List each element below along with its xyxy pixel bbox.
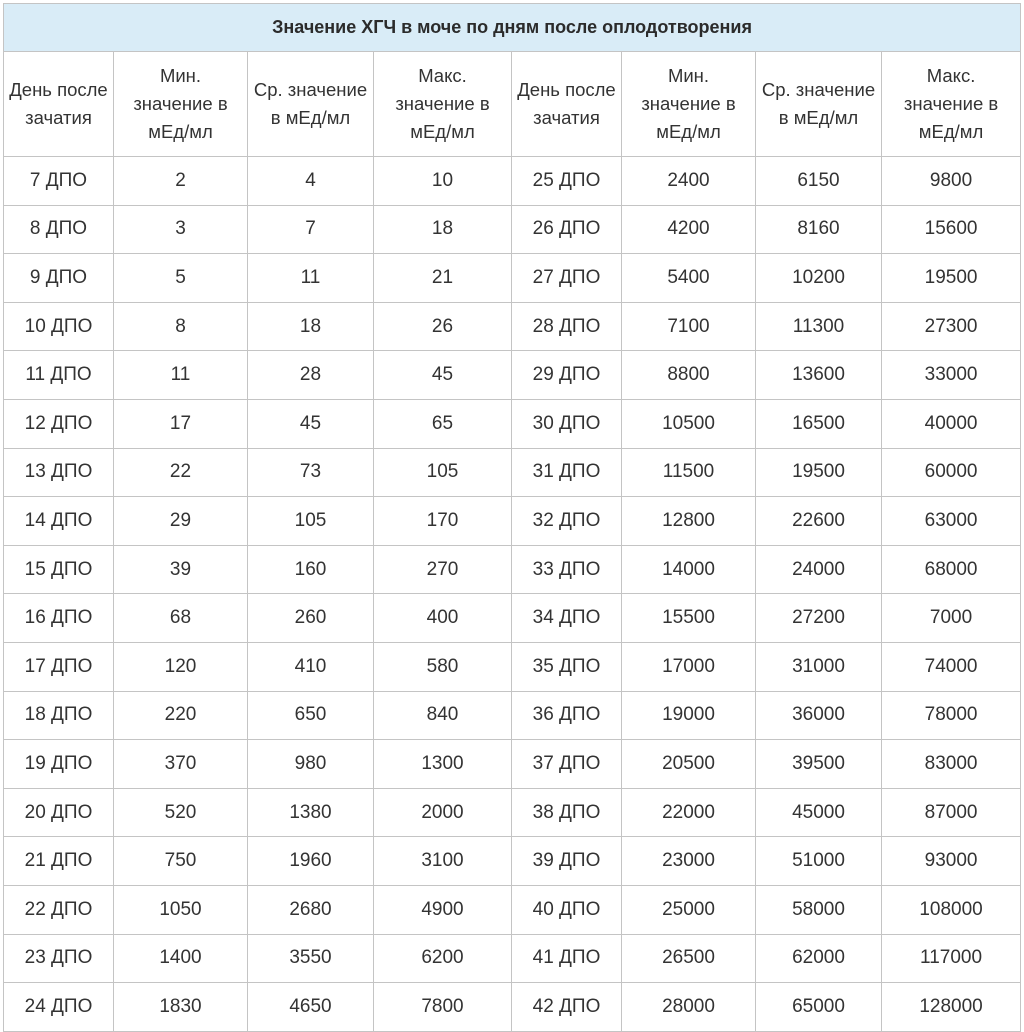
cell-day-right: 27 ДПО: [512, 254, 622, 303]
table-row: [4, 351, 1021, 400]
cell-min-left: 5: [114, 254, 248, 303]
table-row: [4, 545, 1021, 594]
cell-avg-right: 36000: [756, 691, 882, 740]
cell-day-left: 12 ДПО: [4, 399, 114, 448]
header-day-right: День после зачатия: [512, 52, 622, 157]
cell-min-right: 20500: [622, 740, 756, 789]
cell-max-right: 87000: [882, 788, 1021, 837]
table-row: [4, 157, 1021, 206]
cell-min-right: 14000: [622, 545, 756, 594]
cell-day-right: 30 ДПО: [512, 399, 622, 448]
cell-avg-left: 2680: [248, 885, 374, 934]
cell-max-right: 60000: [882, 448, 1021, 497]
cell-min-left: 1050: [114, 885, 248, 934]
cell-min-right: 15500: [622, 594, 756, 643]
cell-min-left: 1400: [114, 934, 248, 983]
table-header-row: [4, 52, 1021, 157]
table-row: [4, 788, 1021, 837]
cell-max-left: 18: [374, 205, 512, 254]
cell-avg-left: 18: [248, 302, 374, 351]
cell-day-right: 33 ДПО: [512, 545, 622, 594]
cell-min-right: 12800: [622, 497, 756, 546]
cell-min-left: 8: [114, 302, 248, 351]
cell-min-right: 28000: [622, 983, 756, 1032]
cell-avg-left: 11: [248, 254, 374, 303]
cell-min-right: 22000: [622, 788, 756, 837]
cell-avg-left: 28: [248, 351, 374, 400]
header-min-right: Мин. значение в мЕд/мл: [622, 52, 756, 157]
cell-min-left: 39: [114, 545, 248, 594]
cell-avg-left: 1380: [248, 788, 374, 837]
cell-max-right: 15600: [882, 205, 1021, 254]
cell-max-left: 6200: [374, 934, 512, 983]
cell-day-right: 41 ДПО: [512, 934, 622, 983]
cell-avg-right: 22600: [756, 497, 882, 546]
cell-avg-right: 62000: [756, 934, 882, 983]
cell-max-left: 45: [374, 351, 512, 400]
cell-day-left: 10 ДПО: [4, 302, 114, 351]
table-row: [4, 399, 1021, 448]
table-row: [4, 302, 1021, 351]
cell-day-left: 20 ДПО: [4, 788, 114, 837]
cell-day-right: 35 ДПО: [512, 642, 622, 691]
cell-max-left: 4900: [374, 885, 512, 934]
header-max-left: Макс. значение в мЕд/мл: [374, 52, 512, 157]
cell-avg-left: 45: [248, 399, 374, 448]
table-title: Значение ХГЧ в моче по дням после оплодотворения: [4, 4, 1021, 52]
cell-avg-left: 105: [248, 497, 374, 546]
table-row: [4, 594, 1021, 643]
cell-day-left: 14 ДПО: [4, 497, 114, 546]
cell-day-right: 29 ДПО: [512, 351, 622, 400]
cell-day-left: 23 ДПО: [4, 934, 114, 983]
cell-avg-right: 19500: [756, 448, 882, 497]
cell-max-left: 840: [374, 691, 512, 740]
cell-day-right: 39 ДПО: [512, 837, 622, 886]
cell-min-left: 17: [114, 399, 248, 448]
cell-day-left: 22 ДПО: [4, 885, 114, 934]
cell-day-right: 26 ДПО: [512, 205, 622, 254]
cell-day-left: 15 ДПО: [4, 545, 114, 594]
cell-min-right: 2400: [622, 157, 756, 206]
cell-avg-right: 51000: [756, 837, 882, 886]
cell-min-right: 23000: [622, 837, 756, 886]
cell-day-left: 18 ДПО: [4, 691, 114, 740]
cell-avg-left: 4650: [248, 983, 374, 1032]
cell-day-right: 37 ДПО: [512, 740, 622, 789]
cell-day-left: 9 ДПО: [4, 254, 114, 303]
cell-min-left: 1830: [114, 983, 248, 1032]
cell-max-left: 21: [374, 254, 512, 303]
table-row: [4, 642, 1021, 691]
cell-min-left: 11: [114, 351, 248, 400]
table-row: [4, 691, 1021, 740]
cell-day-right: 31 ДПО: [512, 448, 622, 497]
cell-max-right: 7000: [882, 594, 1021, 643]
table-row: [4, 740, 1021, 789]
header-avg-left: Ср. значение в мЕд/мл: [248, 52, 374, 157]
cell-avg-right: 27200: [756, 594, 882, 643]
hcg-table-container: [3, 3, 1020, 1032]
cell-min-right: 8800: [622, 351, 756, 400]
cell-day-left: 24 ДПО: [4, 983, 114, 1032]
table-row: [4, 205, 1021, 254]
cell-max-right: 108000: [882, 885, 1021, 934]
header-avg-right: Ср. значение в мЕд/мл: [756, 52, 882, 157]
cell-max-right: 93000: [882, 837, 1021, 886]
cell-max-left: 580: [374, 642, 512, 691]
cell-max-right: 19500: [882, 254, 1021, 303]
cell-max-left: 105: [374, 448, 512, 497]
cell-min-right: 11500: [622, 448, 756, 497]
cell-avg-right: 45000: [756, 788, 882, 837]
cell-avg-right: 24000: [756, 545, 882, 594]
cell-avg-left: 3550: [248, 934, 374, 983]
cell-max-left: 1300: [374, 740, 512, 789]
cell-max-left: 65: [374, 399, 512, 448]
cell-max-right: 128000: [882, 983, 1021, 1032]
cell-max-left: 26: [374, 302, 512, 351]
table-row: [4, 934, 1021, 983]
cell-day-left: 7 ДПО: [4, 157, 114, 206]
cell-avg-right: 6150: [756, 157, 882, 206]
cell-min-right: 17000: [622, 642, 756, 691]
cell-max-right: 40000: [882, 399, 1021, 448]
cell-avg-left: 4: [248, 157, 374, 206]
cell-avg-right: 16500: [756, 399, 882, 448]
table-row: [4, 837, 1021, 886]
cell-avg-left: 73: [248, 448, 374, 497]
cell-min-right: 5400: [622, 254, 756, 303]
cell-min-right: 26500: [622, 934, 756, 983]
cell-max-left: 3100: [374, 837, 512, 886]
cell-day-left: 19 ДПО: [4, 740, 114, 789]
cell-avg-left: 1960: [248, 837, 374, 886]
cell-max-right: 63000: [882, 497, 1021, 546]
cell-max-right: 68000: [882, 545, 1021, 594]
cell-min-right: 19000: [622, 691, 756, 740]
cell-max-right: 78000: [882, 691, 1021, 740]
cell-max-right: 74000: [882, 642, 1021, 691]
cell-min-left: 520: [114, 788, 248, 837]
cell-day-right: 34 ДПО: [512, 594, 622, 643]
cell-day-left: 11 ДПО: [4, 351, 114, 400]
cell-min-left: 220: [114, 691, 248, 740]
cell-avg-left: 650: [248, 691, 374, 740]
cell-day-left: 13 ДПО: [4, 448, 114, 497]
cell-day-right: 32 ДПО: [512, 497, 622, 546]
cell-max-left: 270: [374, 545, 512, 594]
cell-day-left: 16 ДПО: [4, 594, 114, 643]
cell-avg-right: 31000: [756, 642, 882, 691]
cell-day-right: 40 ДПО: [512, 885, 622, 934]
cell-max-left: 170: [374, 497, 512, 546]
table-row: [4, 885, 1021, 934]
cell-avg-right: 39500: [756, 740, 882, 789]
cell-avg-left: 7: [248, 205, 374, 254]
cell-max-left: 400: [374, 594, 512, 643]
cell-min-left: 2: [114, 157, 248, 206]
cell-min-right: 4200: [622, 205, 756, 254]
cell-day-right: 38 ДПО: [512, 788, 622, 837]
cell-avg-left: 160: [248, 545, 374, 594]
cell-avg-left: 260: [248, 594, 374, 643]
cell-day-right: 36 ДПО: [512, 691, 622, 740]
cell-avg-right: 65000: [756, 983, 882, 1032]
cell-avg-right: 10200: [756, 254, 882, 303]
cell-max-left: 2000: [374, 788, 512, 837]
cell-min-right: 7100: [622, 302, 756, 351]
cell-day-left: 21 ДПО: [4, 837, 114, 886]
table-row: [4, 254, 1021, 303]
cell-max-left: 7800: [374, 983, 512, 1032]
cell-min-right: 10500: [622, 399, 756, 448]
cell-min-left: 370: [114, 740, 248, 789]
cell-max-right: 27300: [882, 302, 1021, 351]
cell-min-left: 120: [114, 642, 248, 691]
cell-avg-right: 8160: [756, 205, 882, 254]
cell-max-right: 117000: [882, 934, 1021, 983]
table-body: [4, 157, 1021, 1032]
cell-avg-right: 11300: [756, 302, 882, 351]
cell-avg-right: 58000: [756, 885, 882, 934]
cell-min-left: 68: [114, 594, 248, 643]
header-day-left: День после зачатия: [4, 52, 114, 157]
header-max-right: Макс. значение в мЕд/мл: [882, 52, 1021, 157]
cell-max-right: 83000: [882, 740, 1021, 789]
cell-day-right: 42 ДПО: [512, 983, 622, 1032]
cell-min-left: 3: [114, 205, 248, 254]
cell-max-right: 33000: [882, 351, 1021, 400]
cell-avg-left: 980: [248, 740, 374, 789]
table-row: [4, 448, 1021, 497]
hcg-urine-table: [3, 3, 1021, 1032]
cell-day-left: 17 ДПО: [4, 642, 114, 691]
table-row: [4, 983, 1021, 1032]
cell-day-right: 25 ДПО: [512, 157, 622, 206]
cell-min-right: 25000: [622, 885, 756, 934]
table-row: [4, 497, 1021, 546]
cell-day-right: 28 ДПО: [512, 302, 622, 351]
cell-avg-right: 13600: [756, 351, 882, 400]
cell-max-right: 9800: [882, 157, 1021, 206]
cell-min-left: 22: [114, 448, 248, 497]
cell-min-left: 29: [114, 497, 248, 546]
header-min-left: Мин. значение в мЕд/мл: [114, 52, 248, 157]
table-caption-row: [4, 4, 1021, 52]
cell-day-left: 8 ДПО: [4, 205, 114, 254]
cell-min-left: 750: [114, 837, 248, 886]
cell-max-left: 10: [374, 157, 512, 206]
cell-avg-left: 410: [248, 642, 374, 691]
